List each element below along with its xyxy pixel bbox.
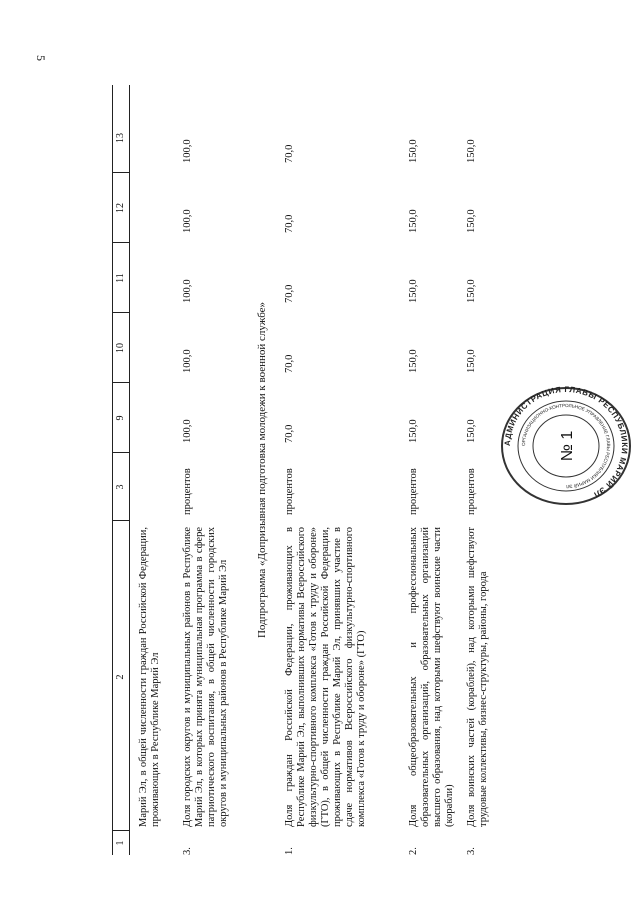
row-value: 70,0 [284,284,295,303]
header-col-9: 9 [115,415,126,421]
svg-text:№ 1: № 1 [559,430,576,462]
row-value: 150,0 [466,349,477,373]
svg-text:АДМИНИСТРАЦИЯ ГЛАВЫ РЕСПУБЛИКИ: АДМИНИСТРАЦИЯ ГЛАВЫ РЕСПУБЛИКИ МАРИЙ ЭЛ [502,385,630,500]
row-unit: процентов [408,468,419,515]
row-value: 150,0 [408,349,419,373]
row-text: Доля общеобразовательных и профессиональных образовательных организаций, образовательных организаций высшего образования, над которыми шефствуют воинские части (корабли) [408,527,455,827]
row-value: 100,0 [182,139,193,163]
row-text: Доля граждан Российской Федерации, проживающих в Республике Марий Эл, выполнивших нормативы Всероссийского физкультурно-спортивного комплекса «Готов к труду и обороне» (ГТО), в общей численности граждан Российской Федерации, проживающих в Республике Марий Эл, принявших участие в сдаче нормативов Всероссийского физкультурно-спортивного комплекса «Готов к труду и обороне» (ГТО) [284,527,367,827]
header-col-12: 12 [115,203,126,213]
row-value: 150,0 [408,279,419,303]
header-col-10: 10 [115,343,126,353]
indicators-table [112,85,512,855]
section-title: Подпрограмма «Допризывная подготовка молодежи к военной службе» [256,301,268,639]
table-header [112,85,130,855]
row-value: 100,0 [182,419,193,443]
row-unit: процентов [466,468,477,515]
svg-text:ОРГАНИЗАЦИОННО-КОНТРОЛЬНОЕ УПР: ОРГАНИЗАЦИОННО-КОНТРОЛЬНОЕ УПРАВЛЕНИЕ ГЛАВЫ РЕСПУБЛИКИ МАРИЙ ЭЛ [520,402,612,490]
row-number: 3. [182,847,193,855]
row-value: 150,0 [466,139,477,163]
row-value: 100,0 [182,349,193,373]
row-value: 70,0 [284,354,295,373]
row-value: 150,0 [408,139,419,163]
header-col-2: 2 [115,674,126,680]
row-value: 150,0 [466,419,477,443]
row-number: 3. [466,847,477,855]
row-unit: процентов [182,468,193,515]
row-text: Доля городских округов и муниципальных районов в Республике Марий Эл, в которых принята муниципальная программа в сфере патриотического воспитания, в общей численности городских округов и муниципальных районов в Республике Марий Эл [182,527,229,827]
row-number: 1. [284,847,295,855]
row-unit: процентов [284,468,295,515]
row-value: 150,0 [466,279,477,303]
row-value: 150,0 [408,419,419,443]
row-value: 70,0 [284,214,295,233]
header-col-11: 11 [115,273,126,283]
official-seal-stamp [497,385,635,507]
row-value: 70,0 [284,144,295,163]
header-col-13: 13 [115,133,126,143]
row-value: 70,0 [284,424,295,443]
row-number: 2. [408,847,419,855]
row-text: Доля воинских частей (кораблей), над которыми шефствуют трудовые коллективы, бизнес-структуры, районы, города [466,527,489,827]
row-value: 150,0 [466,209,477,233]
rotated-table-block [112,85,512,855]
row-text: Марий Эл, в общей численности граждан Российской Федерации, проживающих в Республике Марий Эл [138,527,161,827]
row-value: 100,0 [182,279,193,303]
header-col-1: 1 [115,840,126,846]
row-value: 100,0 [182,209,193,233]
row-value: 150,0 [408,209,419,233]
header-col-3: 3 [115,484,126,490]
page-number: 5 [34,55,48,61]
